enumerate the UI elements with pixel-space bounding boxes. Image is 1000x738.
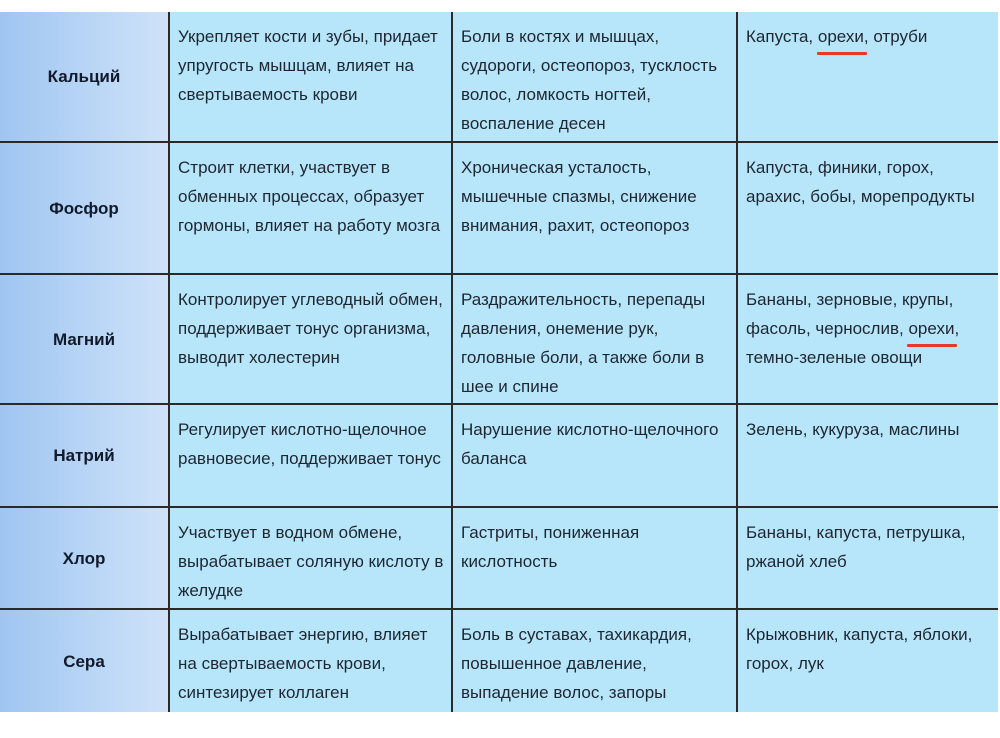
- table-row: [0, 12, 998, 141]
- deficiency-cell: Боль в суставах, тахикардия, повышенное давление, выпадение волос, запоры: [453, 610, 736, 712]
- table-row: [0, 508, 998, 608]
- table-row: [0, 275, 998, 403]
- element-name-cell: Фосфор: [0, 143, 168, 273]
- table-row: [0, 143, 998, 273]
- deficiency-cell: Боли в костях и мышцах, судороги, остеопороз, тусклость волос, ломкость ногтей, воспаление десен: [453, 12, 736, 141]
- function-cell: Участвует в водном обмене, вырабатывает соляную кислоту в желудке: [170, 508, 451, 608]
- sources-cell: Крыжовник, капуста, яблоки, горох, лук: [738, 610, 998, 712]
- function-cell: Регулирует кислотно-щелочное равновесие, поддерживает тонус: [170, 405, 451, 506]
- sources-cell: Зелень, кукуруза, маслины: [738, 405, 998, 506]
- sources-text: , отруби: [863, 27, 928, 46]
- deficiency-cell: Хроническая усталость, мышечные спазмы, снижение внимания, рахит, остеопороз: [453, 143, 736, 273]
- sources-text: , темно-зеленые овощи: [746, 319, 960, 367]
- function-cell: Строит клетки, участвует в обменных процессах, образует гормоны, влияет на работу мозга: [170, 143, 451, 273]
- table-row: [0, 610, 998, 712]
- deficiency-cell: Гастриты, пониженная кислотность: [453, 508, 736, 608]
- table-row: [0, 405, 998, 506]
- element-name-cell: Кальций: [0, 12, 168, 141]
- minerals-table: [0, 12, 998, 712]
- sources-text: Капуста,: [746, 27, 818, 46]
- underlined-word: орехи: [908, 314, 954, 343]
- deficiency-cell: Раздражительность, перепады давления, онемение рук, головные боли, а также боли в шее и спине: [453, 275, 736, 403]
- sources-text: Бананы, зерновые, крупы, фасоль, чернослив,: [746, 290, 954, 338]
- element-name-cell: Магний: [0, 275, 168, 403]
- element-name-cell: Сера: [0, 610, 168, 712]
- function-cell: Укрепляет кости и зубы, придает упругость мышцам, влияет на свертываемость крови: [170, 12, 451, 141]
- element-name-cell: Натрий: [0, 405, 168, 506]
- element-name-cell: Хлор: [0, 508, 168, 608]
- deficiency-cell: Нарушение кислотно-щелочного баланса: [453, 405, 736, 506]
- sources-cell: Бананы, капуста, петрушка, ржаной хлеб: [738, 508, 998, 608]
- underlined-word: орехи: [818, 22, 864, 51]
- sources-cell: Капуста, финики, горох, арахис, бобы, морепродукты: [738, 143, 998, 273]
- function-cell: Контролирует углеводный обмен, поддерживает тонус организма, выводит холестерин: [170, 275, 451, 403]
- function-cell: Вырабатывает энергию, влияет на свертываемость крови, синтезирует коллаген: [170, 610, 451, 712]
- sources-cell: [738, 275, 998, 403]
- sources-cell: [738, 12, 998, 141]
